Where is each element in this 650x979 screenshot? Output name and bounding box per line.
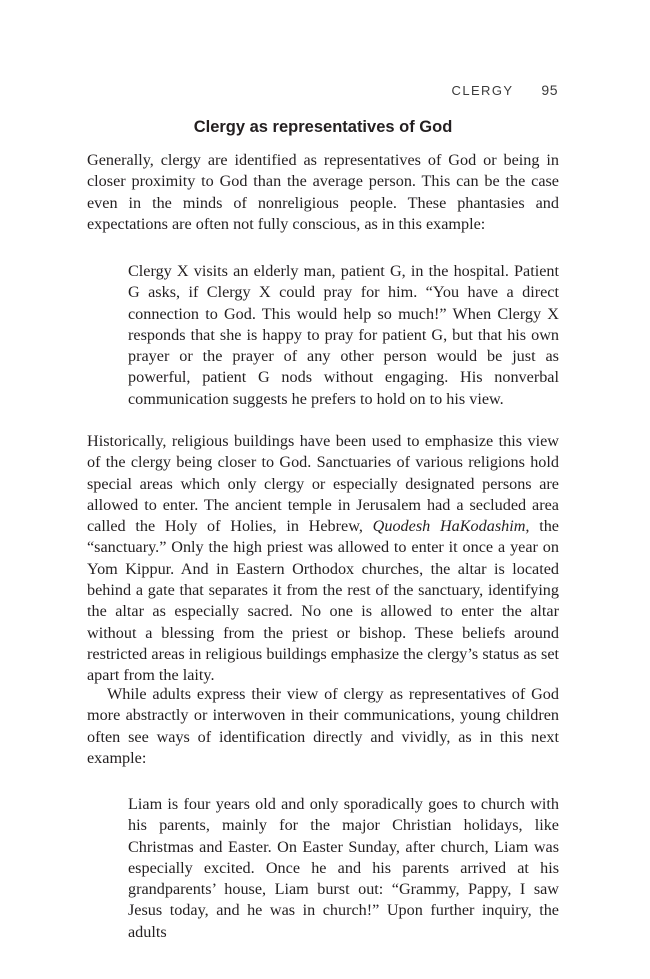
- paragraph-religious-buildings: [87, 431, 559, 687]
- section-heading: Clergy as representatives of God: [193, 118, 453, 136]
- running-head: [452, 82, 558, 98]
- running-head-section: CLERGY: [451, 83, 514, 98]
- block-quote-clergy-x: Clergy X visits an elderly man, patient G, in the hospital. Patient G asks, if Clergy X could pray for him. “You have a direct connection to God. This would help so much!” When Clergy X responds that she is happy to pray for patient G, but that his own prayer or the prayer of any other person would be just as powerful, patient G nods without engaging. His nonverbal communication suggests he prefers to hold on to his view.: [128, 262, 559, 408]
- paragraph-religious-buildings-text-1: Historically, religious buildings have been used to emphasize this view of the clergy being closer to God. Sanctuaries of various religions hold special areas which only clergy or especially designated persons are allowed to enter. The ancient temple in Jerusalem had a secluded area called the Holy of Holies, in Hebrew,: [87, 432, 559, 536]
- page-number: 95: [541, 82, 558, 98]
- paragraph-children: While adults express their view of clergy as representatives of God more abstractly or interwoven in their communications, young children often see ways of identification directly and vividly, as in this next example:: [87, 685, 559, 767]
- hebrew-term: Quodesh HaKodashim,: [372, 517, 530, 536]
- paragraph-religious-buildings-text-2: the “sanctuary.” Only the high priest was allowed to enter it once a year on Yom Kippur. And in Eastern Orthodox churches, the altar is located behind a gate that separates it from the rest of the sanctuary, identifying the altar as especially sacred. No one is allowed to enter the altar without a blessing from the priest or bishop. These beliefs around restricted areas in religious buildings emphasize the clergy’s status as set apart from the laity.: [87, 517, 559, 685]
- block-quote-liam: Liam is four years old and only sporadically goes to church with his parents, mainly for the major Christian holidays, like Christmas and Easter. On Easter Sunday, after church, Liam was especially excited. Once he and his parents arrived at his grandparents’ house, Liam burst out: “Grammy, Pappy, I saw Jesus today, and he was in church!” Upon further inquiry, the adults: [128, 795, 559, 941]
- paragraph-intro: Generally, clergy are identified as representatives of God or being in closer proximity to God than the average person. This can be the case even in the minds of nonreligious people. These phantasies and expectations are often not fully conscious, as in this example:: [87, 151, 559, 233]
